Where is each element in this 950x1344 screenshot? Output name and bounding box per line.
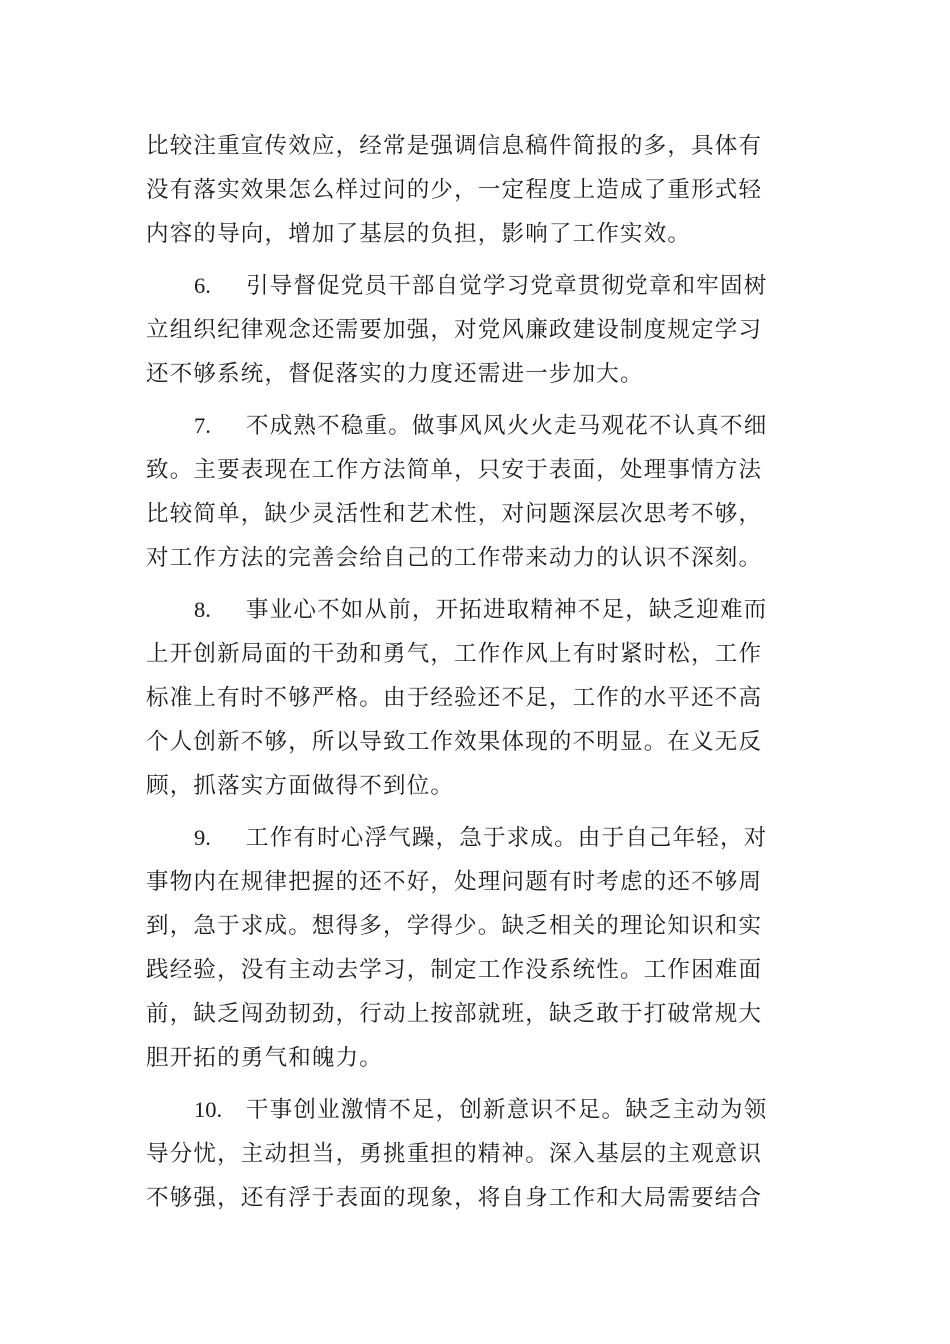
text-line-content: 不成熟不稳重。做事风风火火走马观花不认真不细 [246,413,768,439]
text-line: 比较简单，缺少灵活性和艺术性，对问题深层次思考不够， [146,501,763,527]
text-line: 比较注重宣传效应，经常是强调信息稿件简报的多，具体有 [146,133,763,159]
text-line: 个人创新不够，所以导致工作效果体现的不明显。在义无反 [146,729,763,755]
text-line-content: 引导督促党员干部自觉学习党章贯彻党章和牢固树 [246,273,768,299]
paragraph-item-8 [146,588,816,808]
text-line: 没有落实效果怎么样过问的少，一定程度上造成了重形式轻 [146,177,763,203]
text-line-first [146,264,816,308]
text-line: 胆开拓的勇气和魄力。 [146,1045,384,1071]
text-line: 致。主要表现在工作方法简单，只安于表面，处理事情方法 [146,457,763,483]
text-line-first [146,816,816,860]
text-line: 还不够系统，督促落实的力度还需进一步加大。 [146,361,644,387]
paragraph-item-6 [146,264,816,396]
text-line-first [146,404,816,448]
text-line-content: 事业心不如从前，开拓进取精神不足，缺乏迎难而 [246,597,768,623]
paragraph-item-7 [146,404,816,580]
text-line: 事物内在规律把握的还不好，处理问题有时考虑的还不够周 [146,869,763,895]
item-number: 10. [194,1097,223,1122]
item-number: 6. [194,273,211,298]
text-line-first [146,1088,816,1132]
paragraph-item-10 [146,1088,816,1220]
text-line: 内容的导向，增加了基层的负担，影响了工作实效。 [146,221,692,247]
text-line: 对工作方法的完善会给自己的工作带来动力的认识不深刻。 [146,545,763,571]
text-line-content: 干事创业激情不足，创新意识不足。缺乏主动为领 [246,1097,768,1123]
text-line: 顾，抓落实方面做得不到位。 [146,773,455,799]
item-number: 8. [194,597,211,622]
item-number: 9. [194,825,211,850]
text-line: 到，急于求成。想得多，学得少。缺乏相关的理论知识和实 [146,913,763,939]
document-body [146,124,816,1228]
item-number: 7. [194,413,211,438]
paragraph-continued [146,124,816,256]
text-line: 前，缺乏闯劲韧劲，行动上按部就班，缺乏敢于打破常规大 [146,1001,763,1027]
text-line-first [146,588,816,632]
text-line: 不够强，还有浮于表面的现象，将自身工作和大局需要结合 [146,1185,763,1211]
text-line: 践经验，没有主动去学习，制定工作没系统性。工作困难面 [146,957,763,983]
text-line: 立组织纪律观念还需要加强，对党风廉政建设制度规定学习 [146,317,763,343]
text-line: 标准上有时不够严格。由于经验还不足，工作的水平还不高 [146,685,763,711]
text-line-content: 工作有时心浮气躁，急于求成。由于自己年轻，对 [246,825,768,851]
paragraph-item-9 [146,816,816,1080]
text-line: 导分忧，主动担当，勇挑重担的精神。深入基层的主观意识 [146,1141,763,1167]
text-line: 上开创新局面的干劲和勇气，工作作风上有时紧时松，工作 [146,641,763,667]
